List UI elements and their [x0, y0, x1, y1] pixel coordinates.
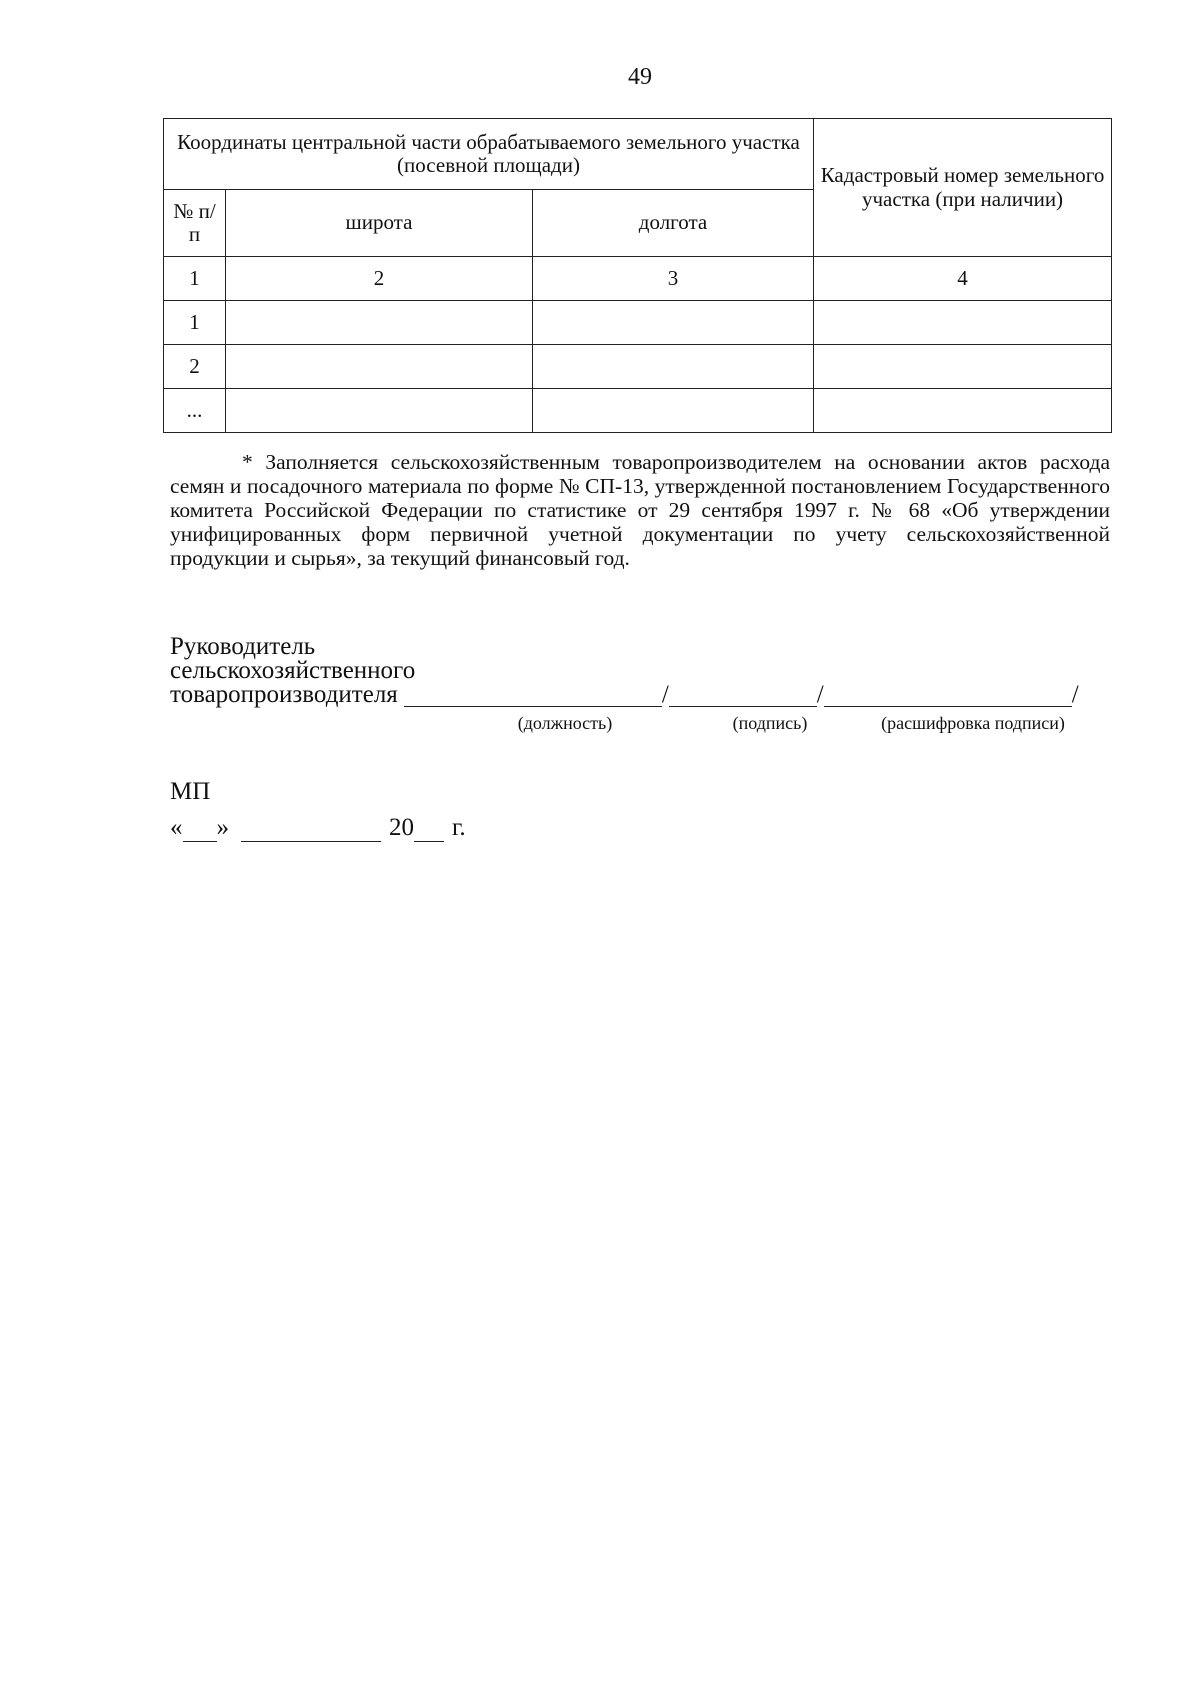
stamp-mark: МП: [170, 778, 211, 805]
year-suffix: г.: [452, 814, 466, 841]
column-number: 2: [226, 257, 533, 301]
date-line: [170, 814, 466, 842]
caption-position: (должность): [517, 713, 613, 733]
caption-signature: (подпись): [732, 713, 808, 733]
month-field[interactable]: [241, 821, 381, 842]
cadastral-cell[interactable]: [814, 301, 1112, 345]
day-field[interactable]: [183, 821, 217, 842]
slash: /: [816, 681, 824, 708]
cadastral-cell[interactable]: [814, 345, 1112, 389]
page-number: 49: [628, 64, 652, 90]
latitude-cell[interactable]: [226, 389, 533, 433]
row-number: ...: [164, 389, 226, 433]
table-row: [164, 301, 1112, 345]
open-quote: «: [170, 814, 183, 841]
slash: /: [1071, 681, 1079, 708]
row-number: 2: [164, 345, 226, 389]
position-field[interactable]: [404, 686, 662, 707]
signature-block: [170, 635, 1110, 707]
header-coordinates: Координаты центральной части обрабатываемого земельного участка (посевной площади): [164, 119, 814, 190]
row-number: 1: [164, 301, 226, 345]
header-longitude: долгота: [533, 190, 814, 257]
signer-title-line1: Руководитель: [170, 633, 316, 660]
year-field[interactable]: [414, 821, 444, 842]
signature-decoding-field[interactable]: [824, 686, 1072, 707]
column-number: 1: [164, 257, 226, 301]
slash: /: [661, 681, 669, 708]
signature-line: [170, 683, 1110, 707]
signer-title-line2: сельскохозяйственного: [170, 657, 416, 684]
header-row-number: № п/п: [164, 190, 226, 257]
table-row: [164, 345, 1112, 389]
column-number: 3: [533, 257, 814, 301]
year-prefix: 20: [389, 814, 414, 841]
latitude-cell[interactable]: [226, 301, 533, 345]
coordinates-table: [163, 118, 1112, 433]
close-quote: »: [216, 814, 229, 841]
table-row: [164, 389, 1112, 433]
footnote: * Заполняется сельскохозяйственным товаропроизводителем на основании актов расхода семян и посадочного материала по форме № СП-13, утвержденной постановлением Государственного комитета Российской Федерации по статистике от 29 сентября 1997 г. № 68 «Об утверждении унифицированных форм первичной учетной документации по учету сельскохозяйственной продукции и сырья», за текущий финансовый год.: [170, 450, 1110, 570]
longitude-cell[interactable]: [533, 345, 814, 389]
header-latitude: широта: [226, 190, 533, 257]
caption-decoding: (расшифровка подписи): [881, 713, 1065, 733]
latitude-cell[interactable]: [226, 345, 533, 389]
longitude-cell[interactable]: [533, 389, 814, 433]
longitude-cell[interactable]: [533, 301, 814, 345]
signature-field[interactable]: [669, 686, 817, 707]
header-cadastral-number: Кадастровый номер земельного участка (при наличии): [814, 119, 1112, 257]
column-number-row: [164, 257, 1112, 301]
cadastral-cell[interactable]: [814, 389, 1112, 433]
column-number: 4: [814, 257, 1112, 301]
signer-title-line3: товаропроизводителя: [170, 681, 398, 708]
